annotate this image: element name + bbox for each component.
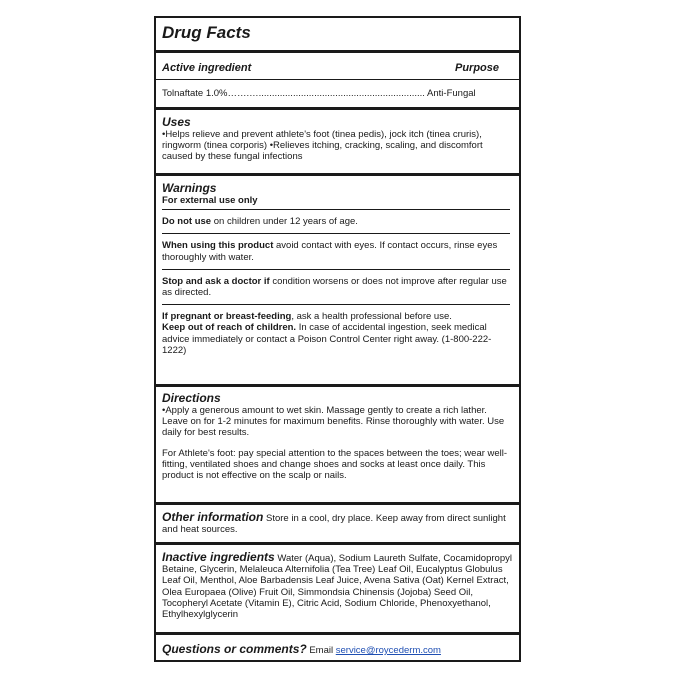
uses-section [156,115,519,163]
divider [162,209,510,210]
active-ingredient-heading: Active ingredient [162,62,252,74]
other-information-text: Other information Store in a cool, dry place. Keep away from direct sunlight and heat sources. [162,510,506,536]
email-link[interactable]: service@roycederm.com [335,645,441,656]
divider [156,384,519,387]
pregnant-warning: If pregnant or breast-feeding, ask a health professional before use. [162,311,452,323]
directions-section [156,391,519,481]
divider [162,304,510,305]
warnings-heading: Warnings [162,181,217,195]
inactive-ingredients-text: Inactive ingredients Water (Aqua), Sodium Laureth Sulfate, Cocamidopropyl Betaine, Glycerin, Melaleuca Alternifolia (Tea Tree) Leaf Oil, Eucalyptus Globulus Leaf Oil, Menthol, Aloe Barbadensis Leaf Juice, Avena Sativa (Oat) Kernel Extract, Olea Europaea (Olive) Fruit Oil, Simmondsia Chinensis (Jojoba) Seed Oil, Tocopheryl Acetate (Vitamin E), Citric Acid, Sodium Chloride, Phenoxyethanol, Ethylhexylglycerin [162,550,512,621]
using-warning: When using this product avoid contact with eyes. If contact occurs, rinse eyes thoroughly with water. [162,240,498,263]
directions-text-1: •Apply a generous amount to wet skin. Massage gently to create a rich lather. Leave on for 1-2 minutes for maximum benefits. Rinse thoroughly with water. Use daily for best results. [162,405,505,439]
ingredient-purpose: Anti-Fungal [427,88,476,99]
leader-dots: …….…............................................................... [227,88,425,99]
uses-text: •Helps relieve and prevent athlete's foot (tinea pedis), jock itch (tinea cruris), ringworm (tinea corporis) •Relieves itching, cracking, scaling, and discomfort caused by these fungal infections [162,129,483,163]
purpose-heading: Purpose [454,62,499,74]
divider [156,50,519,53]
divider [156,107,519,110]
directions-heading: Directions [162,391,221,405]
directions-text-2: For Athlete's foot: pay special attention to the spaces between the toes; wear well-fitting, ventilated shoes and change shoes and socks at least once daily. This product is not effective on the scalp or nails. [162,447,508,482]
children-reach-warning: Keep out of reach of children. In case of accidental ingestion, seek medical advice immediately or contact a Poison Control Center right away. (1-800-222-1222) [162,322,492,356]
divider [156,173,519,176]
divider [156,79,519,80]
external-use-text: For external use only [162,195,258,206]
title-section [156,23,519,43]
divider [162,233,510,234]
uses-heading: Uses [162,115,191,129]
page-title: Drug Facts [162,23,251,42]
divider [156,542,519,545]
inactive-ingredients-heading: Inactive ingredients [162,550,275,564]
children-warning: Do not use on children under 12 years of age. [162,216,358,228]
questions-text: Questions or comments? Email service@roycederm.com [162,642,441,656]
divider [156,502,519,505]
active-ingredient-section [156,61,519,75]
active-ingredient-row [156,88,519,99]
divider [156,632,519,635]
inactive-ingredients-section [156,550,519,620]
questions-heading: Questions or comments? [162,642,307,656]
drug-facts-panel [154,16,521,662]
other-information-section [156,510,519,535]
warnings-section [156,181,519,356]
questions-section [156,642,519,656]
divider [162,269,510,270]
other-information-heading: Other information [162,510,264,524]
ingredient-name: Tolnaftate 1.0% [162,88,228,99]
stop-warning: Stop and ask a doctor if condition worsens or does not improve after regular use as directed. [162,275,507,299]
